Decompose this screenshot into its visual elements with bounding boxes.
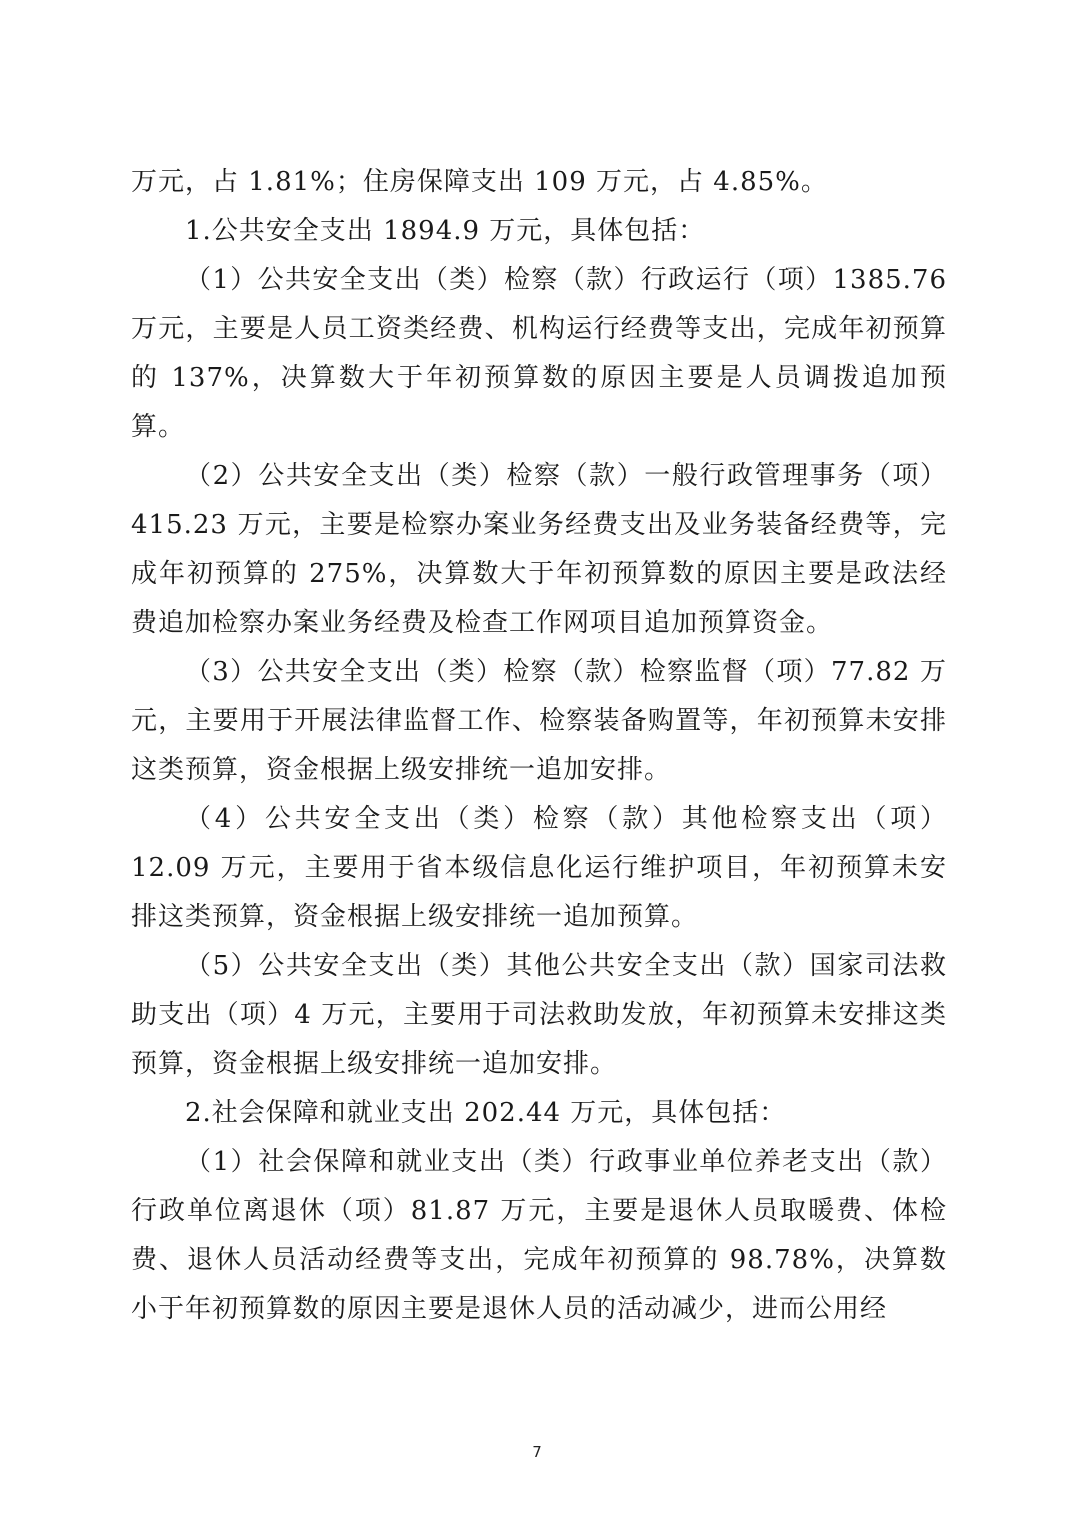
- document-body: [131, 158, 947, 1334]
- paragraph-social-item-1: （1）社会保障和就业支出（类）行政事业单位养老支出（款）行政单位离退休（项）81.87 万元，主要是退休人员取暖费、体检费、退休人员活动经费等支出，完成年初预算的 98.78%，决算数小于年初预算数的原因主要是退休人员的活动减少，进而公用经: [131, 1147, 947, 1324]
- paragraph-item-1: （1）公共安全支出（类）检察（款）行政运行（项）1385.76 万元，主要是人员工资类经费、机构运行经费等支出，完成年初预算的 137%，决算数大于年初预算数的原因主要是人员调拨追加预算。: [131, 265, 947, 442]
- paragraph-item-5: （5）公共安全支出（类）其他公共安全支出（款）国家司法救助支出（项）4 万元，主要用于司法救助发放，年初预算未安排这类预算，资金根据上级安排统一追加安排。: [131, 951, 947, 1079]
- page-number: 7: [532, 1443, 542, 1461]
- section-heading-public-security: 1.公共安全支出 1894.9 万元，具体包括：: [185, 216, 706, 246]
- paragraph-item-4: （4）公共安全支出（类）检察（款）其他检察支出（项）12.09 万元，主要用于省本级信息化运行维护项目，年初预算未安排这类预算，资金根据上级安排统一追加预算。: [131, 804, 947, 932]
- section-heading-social-security: 2.社会保障和就业支出 202.44 万元，具体包括：: [185, 1098, 787, 1128]
- paragraph-item-2: （2）公共安全支出（类）检察（款）一般行政管理事务（项）415.23 万元，主要是检察办案业务经费支出及业务装备经费等，完成年初预算的 275%，决算数大于年初预算数的原因主要是政法经费追加检察办案业务经费及检查工作网项目追加预算资金。: [131, 461, 947, 638]
- paragraph-continuation: 万元，占 1.81%；住房保障支出 109 万元，占 4.85%。: [131, 167, 828, 197]
- paragraph-item-3: （3）公共安全支出（类）检察（款）检察监督（项）77.82 万元，主要用于开展法律监督工作、检察装备购置等，年初预算未安排这类预算，资金根据上级安排统一追加安排。: [131, 657, 947, 785]
